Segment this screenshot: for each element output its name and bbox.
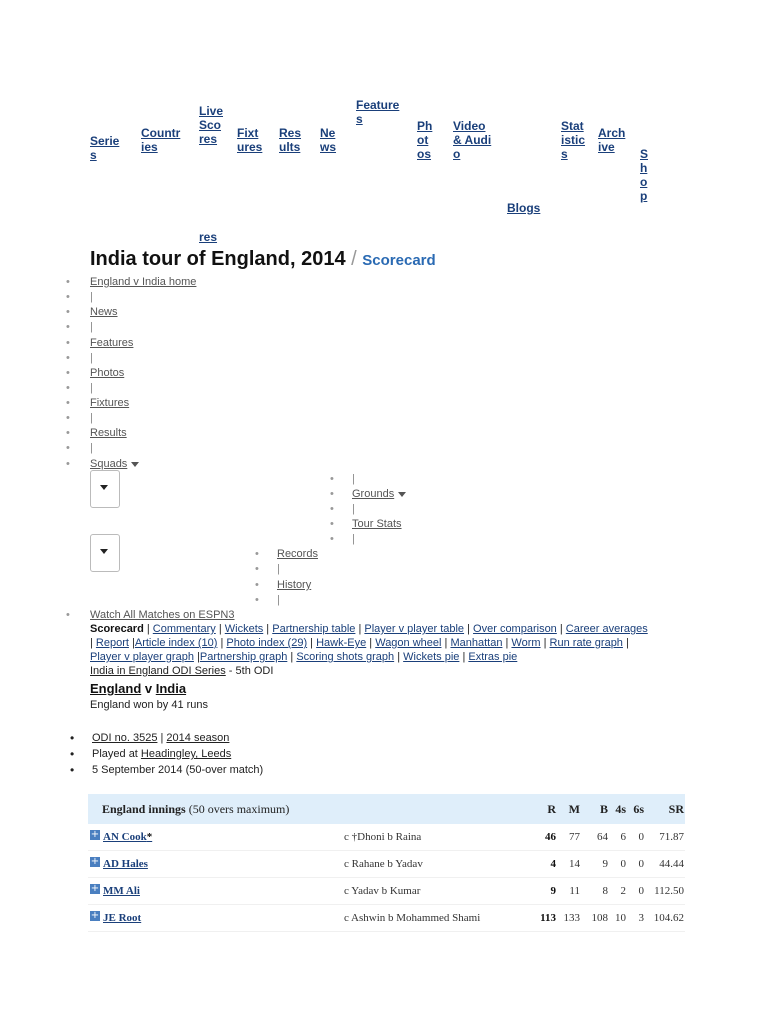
nav-archive[interactable]: Archive <box>598 126 626 154</box>
innings-title: England innings <box>102 802 186 816</box>
tour-stats-link[interactable]: Tour Stats <box>352 518 402 530</box>
bullet: • <box>330 518 334 530</box>
grounds-dropdown[interactable] <box>90 534 120 572</box>
tab-run-rate-graph[interactable]: Run rate graph <box>549 637 623 649</box>
venue-info <box>92 748 231 760</box>
bullet: • <box>66 427 70 439</box>
series-link[interactable]: India in England ODI Series <box>90 665 226 677</box>
bullet: • <box>255 579 259 591</box>
player-name: MM Ali <box>103 885 140 897</box>
sidebar-photos-link[interactable]: Photos <box>90 367 125 379</box>
player-link[interactable] <box>103 858 148 870</box>
table-row <box>88 824 685 851</box>
sixes: 3 <box>638 912 644 924</box>
chevron-down-icon <box>100 485 108 490</box>
pipe-separator: | <box>90 412 93 424</box>
pipe-separator: | <box>277 563 280 575</box>
grounds-link[interactable] <box>352 488 406 500</box>
chevron-down-icon <box>398 492 406 497</box>
odi-info: ODI no. 3525 | 2014 season <box>92 732 230 744</box>
scorecard-links: Scorecard | Commentary | Wickets | Partnership table | Player v player table | Over comparison | Career averages | Report |Article index (10) | Photo index (29) | Hawk-Eye | Wagon wheel | Manhattan | Worm | Run rate graph | Player v player graph |Partnership graph | Scoring shots graph | Wickets pie | Extras pie India in England ODI Series - 5th ODI <box>90 623 648 677</box>
runs: 9 <box>550 885 556 897</box>
sixes: 0 <box>638 831 644 843</box>
strike-rate: 104.62 <box>653 912 684 924</box>
tab-wickets-pie[interactable]: Wickets pie <box>403 651 460 663</box>
strike-rate: 112.50 <box>654 885 684 897</box>
tab-commentary[interactable]: Commentary <box>152 623 216 635</box>
bullet: • <box>330 533 334 545</box>
tab-over-comparison[interactable]: Over comparison <box>473 623 557 635</box>
tab-photo-index[interactable]: Photo index (29) <box>226 637 308 649</box>
bullet: • <box>66 276 70 288</box>
page-title <box>90 248 436 271</box>
sidebar-squads-label: Squads <box>90 458 128 470</box>
team1-link[interactable]: England <box>90 681 142 696</box>
tab-player-v-player-table[interactable]: Player v player table <box>364 623 465 635</box>
nav-series[interactable]: Series <box>90 134 120 162</box>
balls: 64 <box>597 831 608 843</box>
odi-no-link[interactable]: ODI no. 3525 <box>92 732 158 744</box>
tab-career-averages[interactable]: Career averages <box>565 623 648 635</box>
innings-label <box>102 802 289 817</box>
nav-live-scores-tail[interactable]: res <box>199 230 218 244</box>
pipe-separator: | <box>90 291 93 303</box>
tab-partnership-table[interactable]: Partnership table <box>272 623 356 635</box>
pipe-separator: | <box>90 442 93 454</box>
bullet: • <box>66 458 70 470</box>
chevron-down-icon <box>100 549 108 554</box>
tab-player-v-player-graph[interactable]: Player v player graph <box>90 651 194 663</box>
balls: 9 <box>602 858 608 870</box>
bullet: • <box>70 763 75 777</box>
nav-blogs[interactable]: Blogs <box>507 201 541 215</box>
pipe-separator: | <box>352 473 355 485</box>
nav-fixtures[interactable]: Fixtures <box>237 126 263 154</box>
sidebar-news-link[interactable]: News <box>90 306 118 318</box>
nav-news[interactable]: News <box>320 126 337 154</box>
pipe-separator: | <box>277 594 280 606</box>
player-link[interactable] <box>103 885 140 897</box>
col-header-4s: 4s <box>615 802 626 816</box>
dismissal: c Yadav b Kumar <box>344 885 421 897</box>
history-link[interactable]: History <box>277 579 312 591</box>
sidebar-fixtures-link[interactable]: Fixtures <box>90 397 130 409</box>
fours: 0 <box>620 858 626 870</box>
versus-text: v <box>141 681 156 696</box>
col-header-m: M <box>568 802 580 816</box>
watch-espn3-link[interactable]: Watch All Matches on ESPN3 <box>90 609 235 621</box>
match-result: England won by 41 runs <box>90 699 209 711</box>
pipe-separator: | <box>352 503 355 515</box>
sixes: 0 <box>638 885 644 897</box>
sidebar-results-link[interactable]: Results <box>90 427 127 439</box>
sixes: 0 <box>638 858 644 870</box>
season-link[interactable]: 2014 season <box>166 732 230 744</box>
runs: 46 <box>545 831 556 843</box>
title-separator: / <box>351 248 357 270</box>
page-title-text: India tour of England, 2014 <box>90 248 346 270</box>
pipe-separator: | <box>90 382 93 394</box>
strike-rate: 71.87 <box>659 831 684 843</box>
expand-icon[interactable]: + <box>90 829 100 840</box>
table-row <box>88 905 685 932</box>
bullet: • <box>70 747 75 761</box>
nav-photos[interactable]: Photos <box>417 119 433 161</box>
tab-scorecard-current: Scorecard <box>90 623 144 635</box>
bullet: • <box>66 382 70 394</box>
bullet: • <box>330 488 334 500</box>
bullet: • <box>66 306 70 318</box>
squads-dropdown[interactable] <box>90 470 120 508</box>
bullet: • <box>255 548 259 560</box>
played-at-label: Played at <box>92 748 141 760</box>
col-header-r: R <box>547 802 556 816</box>
player-link[interactable] <box>103 831 152 843</box>
runs: 113 <box>540 912 556 924</box>
venue-link[interactable]: Headingley, Leeds <box>140 748 232 760</box>
col-header-6s: 6s <box>633 802 644 816</box>
player-name: AD Hales <box>103 858 148 870</box>
col-header-b: B <box>599 802 608 816</box>
nav-statistics[interactable]: Statistics <box>561 119 586 161</box>
bullet: • <box>330 473 334 485</box>
bullet: • <box>255 563 259 575</box>
tab-extras-pie[interactable]: Extras pie <box>468 651 518 663</box>
tab-article-index[interactable]: Article index (10) <box>134 637 218 649</box>
bullet: • <box>66 609 70 621</box>
player-link[interactable] <box>103 912 141 924</box>
fours: 2 <box>620 885 626 897</box>
dismissal: c Rahane b Yadav <box>344 858 423 870</box>
sidebar-squads-link[interactable] <box>90 458 139 470</box>
balls: 108 <box>591 912 608 924</box>
match-date: 5 September 2014 (50-over match) <box>92 764 264 776</box>
bullet: • <box>66 442 70 454</box>
innings-note: (50 overs maximum) <box>185 802 290 816</box>
pipe-separator: | <box>90 321 93 333</box>
tab-scoring-shots-graph[interactable]: Scoring shots graph <box>296 651 395 663</box>
col-header-sr: SR <box>668 802 684 816</box>
table-row <box>88 878 685 905</box>
bullet: • <box>70 731 75 745</box>
bullet: • <box>255 594 259 606</box>
balls: 8 <box>602 885 608 897</box>
nav-countries[interactable]: Countries <box>141 126 181 154</box>
player-name: JE Root <box>103 912 142 924</box>
table-row <box>88 851 685 878</box>
nav-features[interactable]: Features <box>356 98 400 126</box>
expand-icon[interactable]: + <box>90 910 100 921</box>
sidebar-home-link[interactable]: England v India home <box>90 276 197 288</box>
minutes: 11 <box>569 885 580 897</box>
batting-scorecard <box>88 794 685 932</box>
nav-video-audio[interactable]: Video & Audio <box>453 119 492 161</box>
match-title <box>90 681 186 696</box>
expand-icon[interactable]: + <box>90 856 100 867</box>
scorecard-header <box>88 794 685 824</box>
page-subtitle[interactable]: Scorecard <box>362 252 436 269</box>
chevron-down-icon <box>131 462 139 467</box>
expand-icon[interactable]: + <box>90 883 100 894</box>
bullet: • <box>330 503 334 515</box>
fours: 6 <box>620 831 626 843</box>
bullet: • <box>66 367 70 379</box>
tab-manhattan[interactable]: Manhattan <box>450 637 503 649</box>
tab-report[interactable]: Report <box>95 637 129 649</box>
tab-wickets[interactable]: Wickets <box>224 623 264 635</box>
captain-mark: * <box>146 831 153 843</box>
series-suffix: - 5th ODI <box>225 665 274 677</box>
bullet: • <box>66 352 70 364</box>
minutes: 133 <box>563 912 580 924</box>
bullet: • <box>66 412 70 424</box>
bullet: • <box>66 321 70 333</box>
sidebar-features-link[interactable]: Features <box>90 337 134 349</box>
dismissal: c †Dhoni b Raina <box>344 831 422 843</box>
grounds-label: Grounds <box>352 488 395 500</box>
runs: 4 <box>550 858 556 870</box>
nav-results[interactable]: Results <box>279 126 302 154</box>
dismissal: c Ashwin b Mohammed Shami <box>344 912 481 924</box>
bullet: • <box>66 337 70 349</box>
pipe-separator: | <box>90 352 93 364</box>
team2-link[interactable]: India <box>155 681 187 696</box>
nav-shop[interactable]: Shop <box>640 147 649 203</box>
tab-hawk-eye[interactable]: Hawk-Eye <box>316 637 367 649</box>
tab-worm[interactable]: Worm <box>511 637 541 649</box>
fours: 10 <box>615 912 626 924</box>
bullet: • <box>66 291 70 303</box>
tab-wagon-wheel[interactable]: Wagon wheel <box>375 637 442 649</box>
player-name: AN Cook <box>103 831 147 843</box>
pipe-separator: | <box>352 533 355 545</box>
records-link[interactable]: Records <box>277 548 318 560</box>
nav-live-scores[interactable]: Live Scores <box>199 104 224 146</box>
strike-rate: 44.44 <box>659 858 684 870</box>
minutes: 14 <box>569 858 580 870</box>
bullet: • <box>66 397 70 409</box>
tab-partnership-graph[interactable]: Partnership graph <box>199 651 288 663</box>
minutes: 77 <box>569 831 580 843</box>
